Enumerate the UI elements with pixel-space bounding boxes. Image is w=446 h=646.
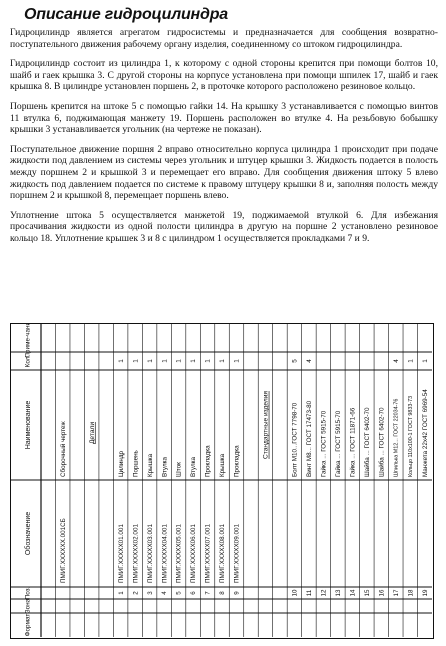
row-qty: 1 [161,359,169,363]
row-pos: 9 [233,591,241,595]
paragraph-2: Гидроцилиндр состоит из цилиндра 1, к которому с одной стороны крепится при помощи болтов 10, шайб и гаек крышка 3. С другой стороны на корпусе установлена при помощи шпилек 17, шайб и гаек крышка 8. В цилиндре установлен поршень 2, в проточке которого расположено резиновое кольцо. [10,58,438,93]
row-name: Втулка [190,456,198,477]
row-qty: 5 [291,359,299,363]
row-pos: 15 [363,589,371,597]
row-name: Крышка [146,453,154,477]
row-pos: 8 [219,591,227,595]
row-designation: ПМИГ.ХХХХХ06.001 [190,524,198,583]
header-note: Приме-чание [24,324,32,358]
section-title: Детали [88,421,96,445]
row-designation: ПМИГ.ХХХХХ08.001 [219,524,227,583]
description-block [10,6,438,253]
row-pos: 6 [190,591,198,595]
row-pos: 10 [291,589,299,597]
row-designation: ПМИГ.ХХХХХ07.001 [204,524,212,583]
row-pos: 16 [378,589,386,597]
paragraph-3: Поршень крепится на штоке 5 с помощью гайки 14. На крышку 3 устанавливается с помощью винтов 11 втулка 6, поджимающая манжету 19. Поршень расположен во втулке 4. На резьбовую бобышку крышки 3 устанавливается угольник (на чертеже не показан). [10,100,438,136]
section-title: Стандартные изделия [262,391,270,459]
row-name: Гайка ... ГОСТ 5915-70 [320,410,328,477]
row-pos: 2 [132,591,140,595]
row-qty: 1 [233,359,241,363]
row-name: Гайка ... ГОСТ 5915-70 [335,410,343,477]
document-title: Описание гидроцилиндра [24,6,228,23]
row-name: Прокладка [233,445,241,477]
row-name: Сборочный чертеж [59,421,67,477]
row-qty: 1 [132,359,140,363]
header-format: Формат [24,613,32,637]
row-name: Болт М10...ГОСТ 7798-70 [291,402,299,477]
row-name: Втулка [161,456,169,477]
header-zone: Зона [24,598,32,614]
row-designation: ПМИГ.ХХХХХ09.001 [233,524,241,583]
row-name: Кольцо 110х100-1 ГОСТ 9833-73 [408,395,415,477]
row-pos: 11 [306,589,314,597]
row-name: Шайба ... ГОСТ 6402-70 [364,407,372,477]
row-designation: ПМИГ.ХХХХХХ.001СБ [59,518,67,583]
row-pos: 14 [349,589,357,597]
paragraph-5: Уплотнение штока 5 осуществляется манжетой 19, поджимаемой втулкой 6. Для избежания просачивания жидкости из одной полости цилиндра в другую на поршне 2 установлено резиновое кольцо 18. Уплотнение крышек 3 и 8 с цилиндром 1 осуществляется прокладками 7 и 9. [10,209,438,244]
row-pos: 7 [204,591,212,595]
specification-table [10,323,434,639]
row-designation: ПМИГ.ХХХХХ01.001 [117,524,125,583]
row-qty: 1 [175,359,183,363]
row-name: Шайба ... ГОСТ 6402-70 [378,407,386,477]
row-qty: 1 [204,359,212,363]
header-qty: Кол. [24,354,32,368]
row-pos: 1 [117,591,125,595]
row-name: Винт М8... ГОСТ 17473-80 [306,400,314,477]
header-name: Наименование [24,400,32,450]
row-qty: 4 [306,359,314,363]
row-name: Прокладка [204,445,212,477]
row-pos: 5 [175,591,183,595]
row-pos: 4 [161,591,169,595]
row-name: Шток [175,462,183,477]
row-qty: 4 [392,359,400,363]
row-qty: 1 [146,359,154,363]
row-designation: ПМИГ.ХХХХХ05.001 [175,524,183,583]
header-designation: Обозначение [24,511,32,556]
row-designation: ПМИГ.ХХХХХ02.001 [132,524,140,583]
row-designation: ПМИГ.ХХХХХ04.001 [161,524,169,583]
row-pos: 3 [146,591,154,595]
row-qty: 1 [407,359,415,363]
row-name: Шпилька М12... ГОСТ 22034-76 [393,398,400,477]
row-pos: 18 [407,589,415,597]
row-name: Цилиндр [117,450,125,477]
row-pos: 13 [335,589,343,597]
row-qty: 1 [421,359,429,363]
row-qty: 1 [190,359,198,363]
paragraph-4: Поступательное движение поршня 2 вправо относительно корпуса цилиндра 1 происходит при подаче жидкости под давлением из системы через угольник и штуцер крышки 3. Жидкость подается в полость между поршнем 2 и крышкой 3 и перемещает его вправо. Для сообщения движения штоку 5 влево жидкость под давлением подается по системе к правому штуцеру крышки 8 и, заполняя полость между поршнем 2 и крышкой 8, перемещает поршень влево. [10,143,438,202]
header-pos: Поз. [24,586,32,600]
row-name: Гайка ... ГОСТ 11871-66 [349,407,357,477]
row-designation: ПМИГ.ХХХХХ03.001 [146,524,154,583]
row-pos: 19 [421,589,429,597]
specification-grid [11,324,432,637]
row-name: Манжета 22х42 ГОСТ 6969-54 [421,389,429,477]
row-pos: 12 [320,589,328,597]
row-name: Поршень [132,450,140,477]
row-qty: 1 [117,359,125,363]
row-name: Крышка [219,453,227,477]
row-qty: 1 [219,359,227,363]
paragraph-1: Гидроцилиндр является агрегатом гидросистемы и предназначается для сообщения возвратно-поступательного движения рабочему органу изделия, соединенному со штоком гидроцилиндра. [10,27,438,50]
row-pos: 17 [392,589,400,597]
